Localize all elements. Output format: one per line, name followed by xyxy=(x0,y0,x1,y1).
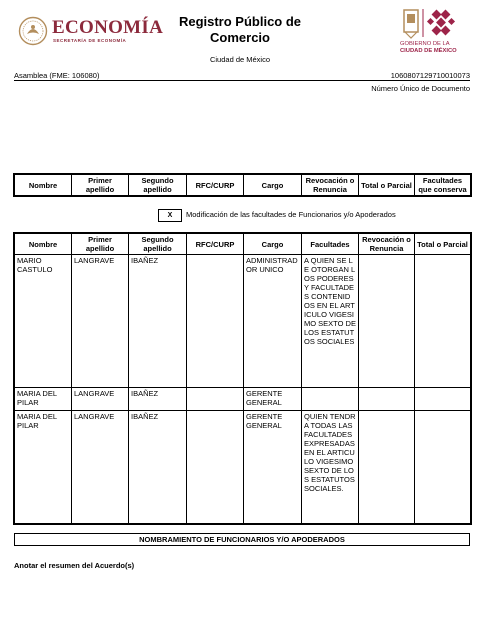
cell-total-parcial xyxy=(415,388,471,411)
table-row xyxy=(15,388,471,411)
table-row xyxy=(15,411,471,524)
national-seal-icon xyxy=(18,16,48,46)
table-row xyxy=(15,255,471,388)
economia-subtitle: SECRETARÍA DE ECONOMÍA xyxy=(53,38,127,43)
column-header: RFC/CURP xyxy=(187,175,244,196)
funcionarios-table xyxy=(14,233,471,524)
cell-facultades: QUIEN TENDRA TODAS LAS FACULTADES EXPRESADAS EN EL ARTICULO VIGESIMO SEXTO DE LOS ESTATUTOS SOCIALES. xyxy=(302,411,359,524)
cell-revocacion xyxy=(359,411,415,524)
cell-facultades xyxy=(302,388,359,411)
cell-facultades: A QUIEN SE LE OTORGAN LOS PODERES Y FACULTADES CONTENIDOS EN EL ARTICULO VIGESIMO SEXTO DE LOS ESTATUTOS SOCIALES xyxy=(302,255,359,388)
cell-nombre: MARIA DEL PILAR xyxy=(15,411,72,524)
column-header: Segundo apellido xyxy=(129,234,187,255)
cell-revocacion xyxy=(359,388,415,411)
page-title: Registro Público de Comercio xyxy=(178,14,302,45)
cell-segundo-apellido: IBAÑEZ xyxy=(129,388,187,411)
asamblea-label: Asamblea (FME: 106080) xyxy=(14,71,100,80)
cell-cargo: ADMINISTRADOR UNICO xyxy=(244,255,302,388)
column-header: Primer apellido xyxy=(72,175,129,196)
modification-checkbox[interactable]: X xyxy=(158,209,182,222)
cell-primer-apellido: LANGRAVE xyxy=(72,388,129,411)
cell-rfc xyxy=(187,388,244,411)
header-divider xyxy=(14,80,470,81)
column-header: Revocación o Renuncia xyxy=(302,175,359,196)
cell-cargo: GERENTE GENERAL xyxy=(244,388,302,411)
column-header: Cargo xyxy=(244,234,302,255)
column-header: Facultades xyxy=(302,234,359,255)
column-header: RFC/CURP xyxy=(187,234,244,255)
city-label: Ciudad de México xyxy=(209,55,271,64)
anotar-resumen-label: Anotar el resumen del Acuerdo(s) xyxy=(14,561,135,570)
economia-logo xyxy=(18,14,168,50)
column-header: Total o Parcial xyxy=(415,234,471,255)
numero-unico-label: Número Único de Documento xyxy=(371,84,470,93)
column-header: Nombre xyxy=(15,175,72,196)
column-header: Nombre xyxy=(15,234,72,255)
nombramiento-banner: NOMBRAMIENTO DE FUNCIONARIOS Y/O APODERADOS xyxy=(14,533,470,546)
cell-nombre: MARIO CASTULO xyxy=(15,255,72,388)
economia-wordmark: ECONOMÍA xyxy=(52,17,164,38)
column-header: Total o Parcial xyxy=(359,175,415,196)
ciudad-label: CIUDAD DE MÉXICO xyxy=(400,48,457,54)
cell-rfc xyxy=(187,255,244,388)
revocation-table xyxy=(14,174,471,196)
column-header: Primer apellido xyxy=(72,234,129,255)
cell-cargo: GERENTE GENERAL xyxy=(244,411,302,524)
table-header-row xyxy=(15,234,471,255)
cell-revocacion xyxy=(359,255,415,388)
column-header: Cargo xyxy=(244,175,302,196)
column-header: Revocación o Renuncia xyxy=(359,234,415,255)
cell-segundo-apellido: IBAÑEZ xyxy=(129,411,187,524)
table-header-row xyxy=(15,175,471,196)
modification-label: Modificación de las facultades de Funcionarios y/o Apoderados xyxy=(186,210,396,219)
cell-rfc xyxy=(187,411,244,524)
column-header: Segundo apellido xyxy=(129,175,187,196)
cell-total-parcial xyxy=(415,255,471,388)
folio-number: 1060807129710010073 xyxy=(390,71,470,80)
gobierno-cdmx-logo xyxy=(400,7,472,65)
cell-primer-apellido: LANGRAVE xyxy=(72,255,129,388)
gobierno-label: GOBIERNO DE LA xyxy=(400,41,450,47)
cell-primer-apellido: LANGRAVE xyxy=(72,411,129,524)
cell-total-parcial xyxy=(415,411,471,524)
cell-segundo-apellido: IBAÑEZ xyxy=(129,255,187,388)
column-header: Facultades que conserva xyxy=(415,175,471,196)
cdmx-emblem-icon xyxy=(400,7,472,41)
cell-nombre: MARIA DEL PILAR xyxy=(15,388,72,411)
